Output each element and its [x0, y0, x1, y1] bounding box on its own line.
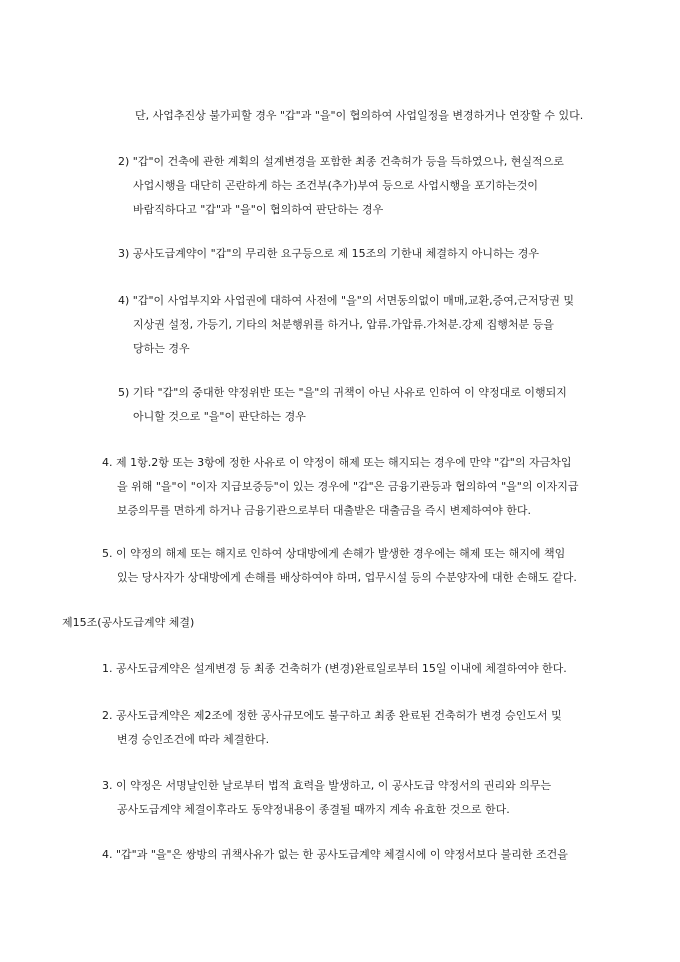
text-line: 아니할 것으로 "을"이 판단하는 경우: [133, 410, 306, 423]
item-number: 5.: [102, 547, 113, 560]
text-line: "갑"이 건축에 관한 계획의 설계변경을 포함한 최종 건축허가 등을 득하였으나, 현실적으로: [132, 155, 564, 168]
item-number: 4.: [102, 456, 113, 469]
main-item-5: [102, 542, 577, 590]
item-number: 2): [118, 155, 130, 168]
text-line: 바람직하다고 "갑"과 "을"이 협의하여 판단하는 경우: [133, 203, 384, 216]
article-item-4: [102, 843, 568, 867]
text-line: 공사도급계약 체결이후라도 동약정내용이 종결될 때까지 계속 유효한 것으로 한다.: [117, 803, 510, 816]
main-item-4: [102, 451, 578, 523]
text-line: 사업시행을 대단히 곤란하게 하는 조건부(추가)부여 등으로 사업시행을 포기하는것이: [133, 179, 538, 192]
text-line: 단, 사업추진상 불가피할 경우 "갑"과 "을"이 협의하여 사업일정을 변경하거나 연장할 수 있다.: [135, 109, 584, 122]
item-number: 3.: [102, 779, 113, 792]
item-number: 3): [118, 247, 130, 260]
text-line: 공사도급계약은 설계변경 등 최종 건축허가 (변경)완료일로부터 15일 이내에 체결하여야 한다.: [116, 662, 567, 675]
continuation-paragraph: [135, 104, 583, 128]
text-line: "갑"이 사업부지와 사업권에 대하여 사전에 "을"의 서면동의없이 매매,교환,증여,근저당권 및: [132, 294, 575, 307]
sub-item-5: [118, 381, 567, 429]
article-item-2: [102, 704, 562, 752]
item-number: 1.: [102, 662, 113, 675]
text-line: 을 위해 "을"이 "이자 지급보증등"이 있는 경우에 "갑"은 금융기관등과 협의하여 "을"의 이자지급: [117, 480, 579, 493]
item-number: 5): [118, 386, 130, 399]
item-number: 2.: [102, 709, 113, 722]
text-line: 공사도급계약이 "갑"의 무리한 요구등으로 제 15조의 기한내 체결하지 아니하는 경우: [132, 247, 540, 260]
item-number: 4): [118, 294, 130, 307]
text-line: 이 약정은 서명날인한 날로부터 법적 효력을 발생하고, 이 공사도급 약정서의 권리와 의무는: [116, 779, 552, 792]
text-line: 제 1항.2항 또는 3항에 정한 사유로 이 약정이 해제 또는 해지되는 경우에 만약 "갑"의 자금차입: [116, 456, 572, 469]
text-line: 이 약정의 해제 또는 해지로 인하여 상대방에게 손해가 발생한 경우에는 해제 또는 해지에 책임: [116, 547, 566, 560]
article-heading: 제15조(공사도급계약 체결): [62, 616, 195, 629]
text-line: 당하는 경우: [133, 342, 190, 355]
sub-item-4: [118, 289, 574, 361]
text-line: "갑"과 "을"은 쌍방의 귀책사유가 없는 한 공사도급계약 체결시에 이 약정서보다 불리한 조건을: [116, 848, 568, 861]
text-line: 변경 승인조건에 따라 체결한다.: [117, 733, 270, 746]
text-line: 지상권 설정, 가등기, 기타의 처분행위를 하거나, 압류.가압류.가처분.강제 집행처분 등을: [133, 318, 554, 331]
text-line: 기타 "갑"의 중대한 약정위반 또는 "을"의 귀책이 아닌 사유로 인하여 이 약정대로 이행되지: [132, 386, 567, 399]
sub-item-3: [118, 242, 539, 266]
article-item-1: [102, 657, 567, 681]
text-line: 있는 당사자가 상대방에게 손해를 배상하여야 하며, 업무시설 등의 수분양자에 대한 손해도 같다.: [117, 571, 577, 584]
text-line: 공사도급계약은 제2조에 정한 공사규모에도 불구하고 최종 완료된 건축허가 변경 승인도서 및: [116, 709, 562, 722]
item-number: 4.: [102, 848, 113, 861]
article-item-3: [102, 774, 551, 822]
text-line: 보증의무를 면하게 하거나 금융기관으로부터 대출받은 대출금을 즉시 변제하여야 한다.: [117, 504, 532, 517]
sub-item-2: [118, 150, 564, 222]
